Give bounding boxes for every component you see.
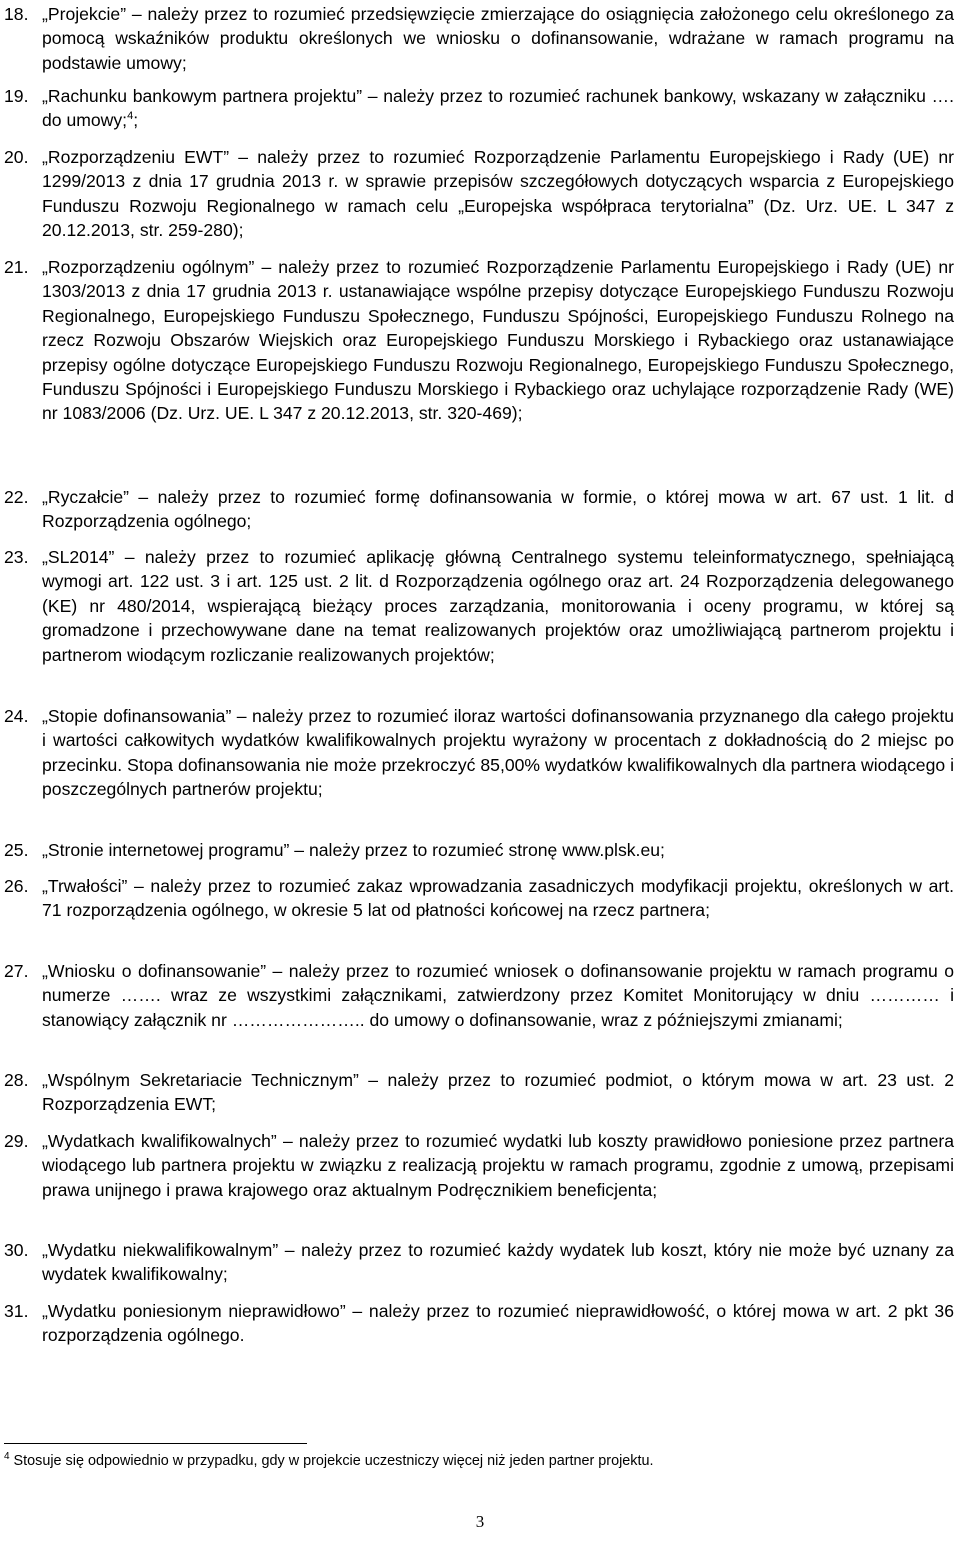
item-number: 19. (4, 86, 29, 106)
defined-term: „Wydatku niekwalifikowalnym” (42, 1240, 279, 1260)
item-number: 22. (4, 487, 29, 507)
definition-body (42, 145, 954, 243)
item-number: 27. (4, 961, 29, 981)
definition-text: – należy przez to rozumieć wniosek o dofinansowanie projektu w ramach programu o numerze ……. wraz ze wszystkimi załącznikami, zatwierdzony przez Komitet Monitorujący w dniu ………… i stanowiący załącznik nr ………………….. do umowy o dofinansowanie, wraz z późniejszymi zmianami; (42, 961, 954, 1030)
definition-body (42, 838, 954, 862)
footnote-text: Stosuje się odpowiednio w przypadku, gdy w projekcie uczestniczy więcej niż jeden partner projektu. (9, 1453, 654, 1469)
item-number: 30. (4, 1240, 29, 1260)
defined-term: „Rachunku bankowym partnera projektu” (42, 86, 363, 106)
defined-term: „Trwałości” (42, 876, 128, 896)
defined-term: „Wniosku o dofinansowanie” (42, 961, 267, 981)
definition-text: – należy przez to rozumieć stronę www.plsk.eu; (289, 840, 665, 860)
item-number: 23. (4, 547, 29, 567)
footnote-marker: 4 (4, 1451, 10, 1463)
footnote (4, 1452, 944, 1470)
item-number: 21. (4, 257, 29, 277)
defined-term: „Ryczałcie” (42, 487, 129, 507)
definition-body (42, 704, 954, 802)
definition-text: – należy przez to rozumieć rachunek bankowy, wskazany w załączniku …. do umowy; (42, 86, 954, 131)
definition-text: – należy przez to rozumieć formę dofinansowania w formie, o której mowa w art. 67 ust. 1 lit. d Rozporządzenia ogólnego; (42, 487, 954, 532)
definition-body (42, 1129, 954, 1202)
item-number: 26. (4, 876, 29, 896)
defined-term: „Rozporządzeniu EWT” (42, 147, 230, 167)
item-number: 28. (4, 1070, 29, 1090)
definition-body (42, 1238, 954, 1287)
definition-text: – należy przez to rozumieć Rozporządzenie Parlamentu Europejskiego i Rady (UE) nr 1299/2013 z dnia 17 grudnia 2013 r. w sprawie przepisów szczegółowych dotyczących wsparcia z Europejskiego Funduszu Rozwoju Regionalnego w ramach celu „Europejska współpraca terytorialna” (Dz. Urz. UE. L 347 z 20.12.2013, str. 259-280); (42, 147, 954, 241)
definition-text: – należy przez to rozumieć przedsięwzięcie zmierzające do osiągnięcia założonego celu określonego za pomocą wskaźników produktu określonych we wniosku o dofinansowanie, wdrażane w ramach programu na podstawie umowy; (42, 4, 954, 73)
definition-body (42, 1299, 954, 1348)
definition-text: – należy przez to rozumieć aplikację główną Centralnego systemu teleinformatycznego, spełniającą wymogi art. 122 ust. 3 i art. 125 ust. 2 lit. d Rozporządzenia ogólnego oraz art. 24 Rozporządzenia delegowanego (KE) nr 480/2014, wspierającą bieżący proces zarządzania, monitorowania i oceny programu, w której są gromadzone i przechowywane dane na temat realizowanych projektów oraz umożliwiającą partnerom projektu i partnerom wiodącym rozliczanie realizowanych projektów; (42, 547, 954, 665)
defined-term: „Stronie internetowej programu” (42, 840, 290, 860)
definition-text: – należy przez to rozumieć podmiot, o którym mowa w art. 23 ust. 2 Rozporządzenia EWT; (42, 1070, 954, 1115)
definition-body (42, 959, 954, 1032)
definition-text: – należy przez to rozumieć Rozporządzenie Parlamentu Europejskiego i Rady (UE) nr 1303/2013 z dnia 17 grudnia 2013 r. ustanawiające wspólne przepisy dotyczące Europejskiego Funduszu Rozwoju Regionalnego, Europejskiego Funduszu Społecznego, Funduszu Spójności, Europejskiego Funduszu Rolnego na rzecz Rozwoju Obszarów Wiejskich oraz Europejskiego Funduszu Morskiego i Rybackiego oraz ustanawiające przepisy ogólne dotyczące Europejskiego Funduszu Rozwoju Regionalnego, Europejskiego Funduszu Społecznego, Funduszu Spójności i Europejskiego Funduszu Morskiego i Rybackiego oraz uchylające rozporządzenie Rady (WE) nr 1083/2006 (Dz. Urz. UE. L 347 z 20.12.2013, str. 320-469); (42, 257, 954, 424)
item-number: 24. (4, 706, 29, 726)
page-number: 3 (475, 1512, 485, 1531)
footnote-separator (4, 1443, 307, 1444)
definition-text: – należy przez to rozumieć zakaz wprowadzania zasadniczych modyfikacji projektu, określonych w art. 71 rozporządzenia ogólnego, w okresie 5 lat od płatności końcowej na rzecz partnera; (42, 876, 954, 921)
definition-text: – należy przez to rozumieć nieprawidłowość, o której mowa w art. 2 pkt 36 rozporządzenia ogólnego. (42, 1301, 954, 1346)
defined-term: „Stopie dofinansowania” (42, 706, 232, 726)
definition-text: – należy przez to rozumieć iloraz wartości dofinansowania przyznanego dla całego projektu i wartości całkowitych wydatków kwalifikowalnych projektu wyrażony w procentach z dokładnością do 2 miejsc po przecinku. Stopa dofinansowania nie może przekroczyć 85,00% wydatków kwalifikowalnych dla partnera wiodącego i poszczególnych partnerów projektu; (42, 706, 954, 800)
definition-body (42, 84, 954, 133)
footnote-reference: 4 (127, 110, 134, 123)
definition-body (42, 1068, 954, 1117)
defined-term: „Rozporządzeniu ogólnym” (42, 257, 255, 277)
item-number: 31. (4, 1301, 29, 1321)
definition-text: – należy przez to rozumieć każdy wydatek lub koszt, który nie może być uznany za wydatek kwalifikowalny; (42, 1240, 954, 1285)
definition-body (42, 545, 954, 667)
defined-term: „Projekcie” (42, 4, 127, 24)
defined-term: „Wydatkach kwalifikowalnych” (42, 1131, 277, 1151)
defined-term: „SL2014” (42, 547, 115, 567)
item-number: 20. (4, 147, 29, 167)
item-number: 29. (4, 1131, 29, 1151)
defined-term: „Wydatku poniesionym nieprawidłowo” (42, 1301, 346, 1321)
definition-body (42, 485, 954, 534)
defined-term: „Wspólnym Sekretariacie Technicznym” (42, 1070, 359, 1090)
definition-body (42, 874, 954, 923)
definition-body (42, 2, 954, 75)
definition-text-end: ; (133, 110, 139, 131)
definition-text: – należy przez to rozumieć wydatki lub koszty prawidłowo poniesione przez partnera wiodącego lub partnera projektu w związku z realizacją projektu w ramach programu, zgodnie z umową, przepisami prawa unijnego i prawa krajowego oraz aktualnym Podręcznikiem beneficjenta; (42, 1131, 954, 1200)
item-number: 25. (4, 840, 29, 860)
item-number: 18. (4, 4, 29, 24)
definition-body (42, 255, 954, 426)
